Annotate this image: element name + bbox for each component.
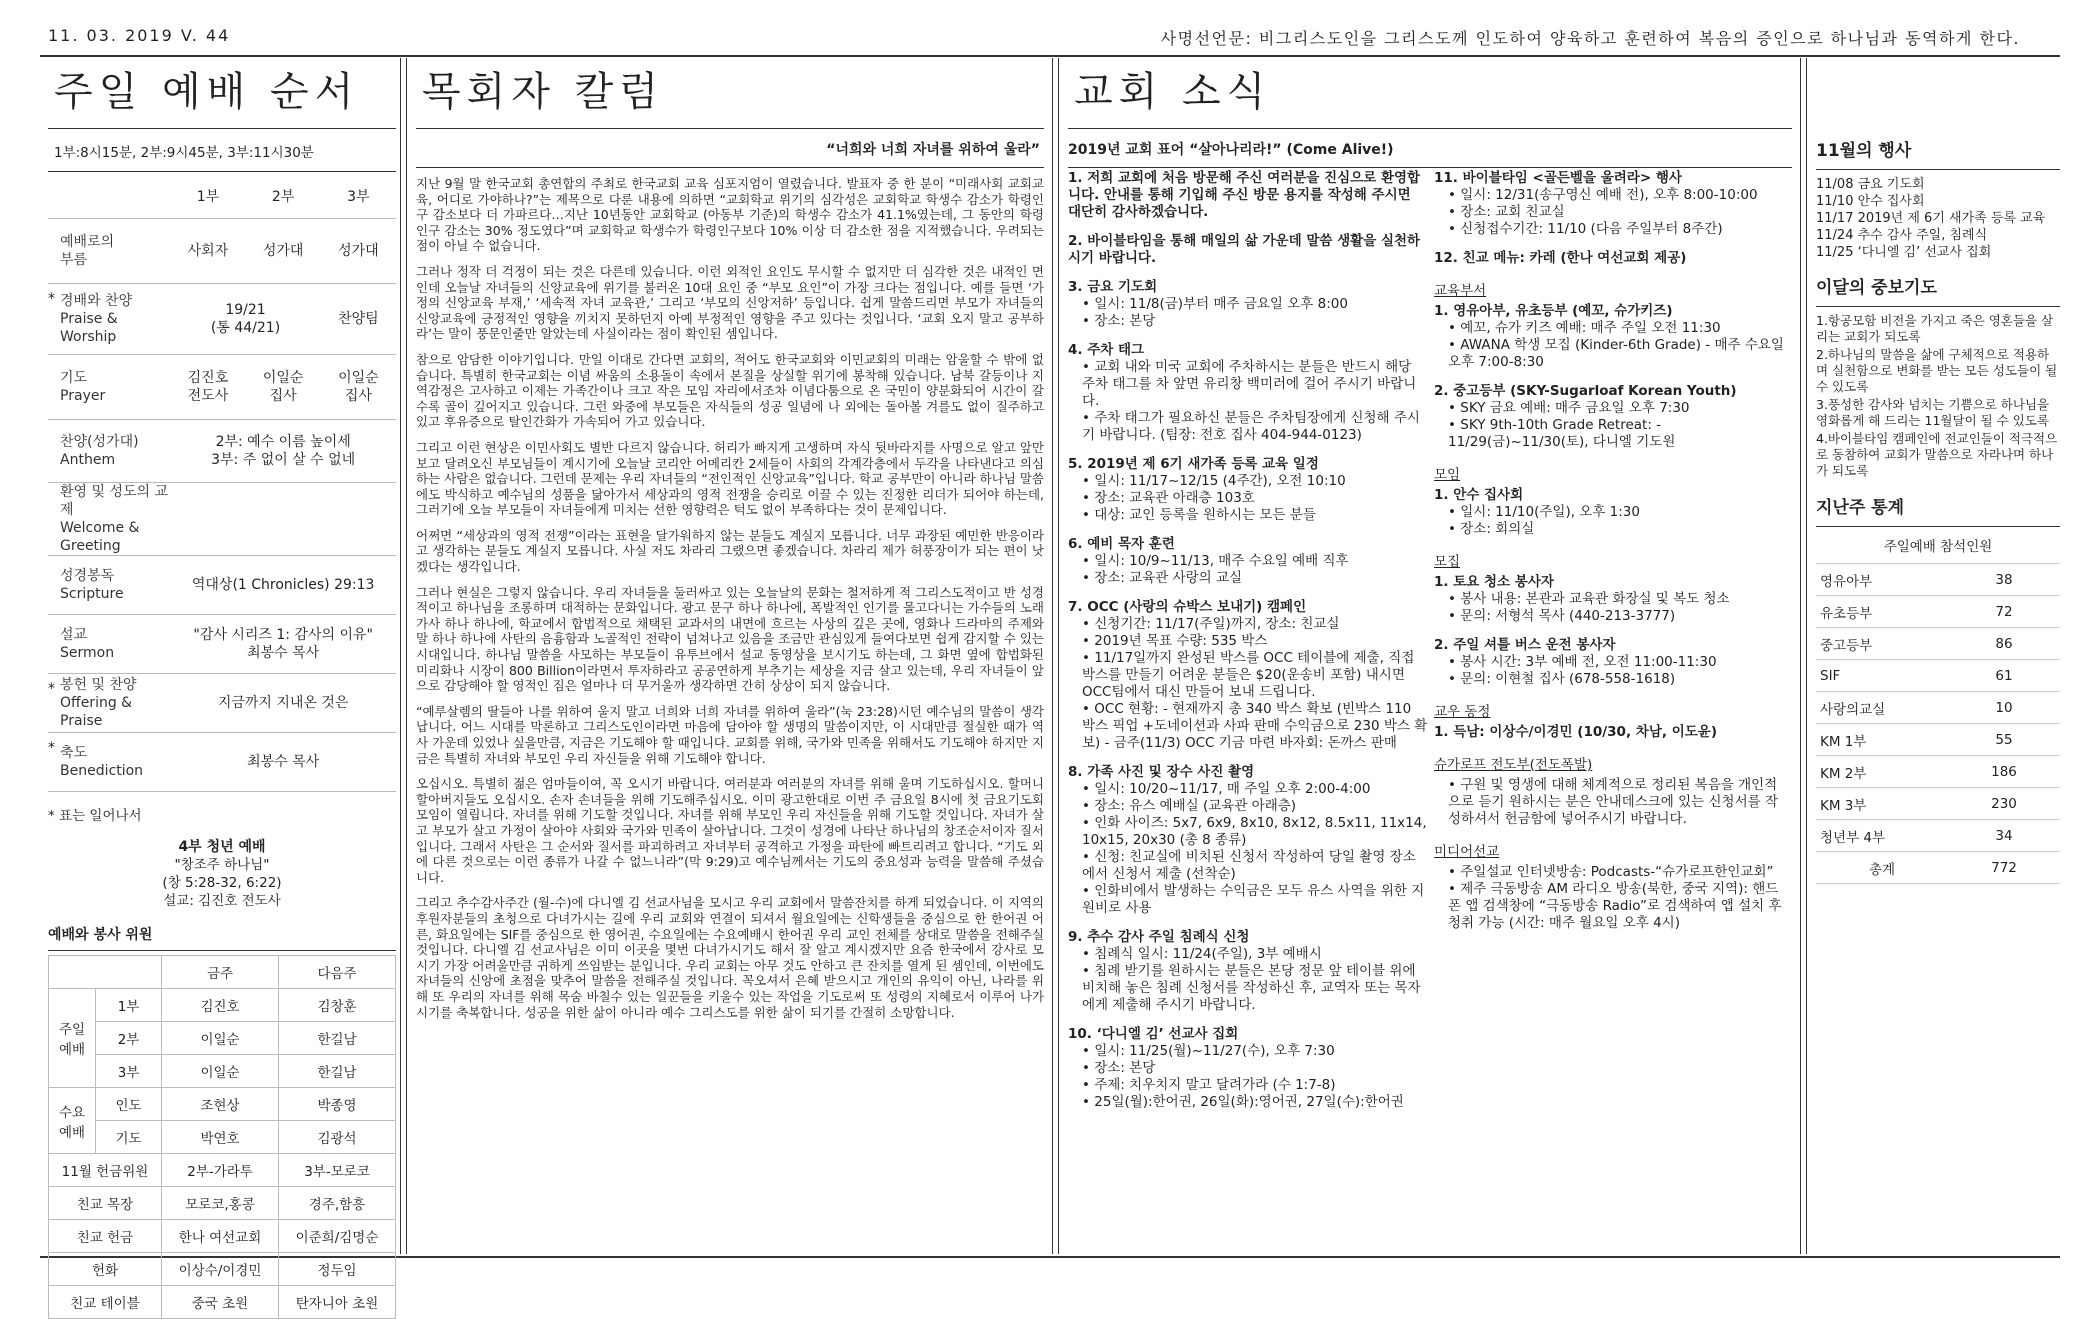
divider [406,58,407,1254]
news-item [1434,170,1790,238]
news-item [1068,279,1428,330]
column-paragraph: 어쩌면 “세상과의 영적 전쟁”이라는 표현을 달가워하지 않는 분들도 계실지 모릅니다. 너무 과장된 예민한 반응이라고 생각하는 분들도 계실지 모릅니다. 사실 저도 차라리 그랬으면 좋겠습니다. 차라리 제가 허풍장이가 되는 편이 낫겠다는 생각입니다. [416,527,1044,575]
youth-service-title: 4부 청년 예배 [178,839,266,855]
youth-service-line: (창 5:28-32, 6:22) [162,875,282,891]
top-rule [40,55,2060,57]
news-item [1434,777,1790,828]
stand-marker: * [48,291,55,307]
news-item-title: 3. 금요 기도회 [1068,279,1158,295]
column-paragraph: 오십시오. 특별히 젊은 엄마들이여, 꼭 오시기 바랍니다. 여러분과 여러분의 자녀를 위해 울며 기도하십시오. 할머니 할아버지들도 오십시오. 손자 손녀들을 위해 기도해주십시오. 이미 광고한대로 이번 주 금요일 8시에 첫 금요기도회 모임이 열립니다. 자녀를 위해 기도할 것입니다. 자녀를 위해 부모인 우리 자신들을 위해 기도할 것입니다. 자녀가 살고 부모가 살고 가정이 살아야 사회와 국가와 민족이 살아납니다. 그것이 성경에 나타난 하나님의 창조순서이자 질서입니다. 그래서 사탄은 그 순서와 질서를 파괴하려고 자녀부터 공격하고 가정을 파탄에 빠트리려고 합니다. “기도 외에 다른 것으로는 이런 종류가 나갈 수 없느니라”(막 9:29)고 예수님께서는 기도의 중요성과 능력을 말씀해 주셨습니다. [416,776,1044,885]
news-item-detail: • 장소: 본당 [1082,313,1428,330]
worship-item-detail: 지금까지 지내온 것은 [217,695,349,711]
serve-next-week: 김창훈 [279,989,396,1022]
rule [48,128,396,129]
news-item-title: 2. 주일 셔틀 버스 운전 봉사자 [1434,637,1616,653]
news-item-title: 1. 영유아부, 유초등부 (예꼬, 슈가키즈) [1434,303,1673,319]
stats-row [1816,788,2060,820]
column-paragraph: “예루살렘의 딸들아 나를 위하여 울지 말고 너희와 너희 자녀를 위하여 울라”(눅 23:28)시던 예수님의 말씀이 생각납니다. 어느 시대를 막론하고 그리스도인이라면 마음에 담아야 할 생명의 말씀이지만, 이 시대만큼 절실한 때가 역사 가운데 있었나 싶을만큼, 지금은 기도해야 할 때입니다. 교회를 위해, 국가와 민족을 위해서도 기도해야 하지만 지금은 특별히 자녀와 부모인 우리 자신들을 위해 기도해야 합니다. [416,703,1044,766]
news-item-detail: • 11/17일까지 완성된 박스를 OCC 테이블에 제출, 직접 박스를 만들기 어려운 분들은 $20(운송비 포함) 내시면 OCC팀에서 대신 만들어 보내 드립니다. [1082,650,1428,701]
stats-label: KM 1부 [1816,724,1948,756]
news-item [1068,929,1428,1014]
stats-row [1816,756,2060,788]
serve-next-week: 3부-모로코 [279,1154,396,1187]
rule [416,167,1044,168]
event-item: 11/17 2019년 제 6기 새가족 등록 교육 [1816,211,2046,226]
news-item-detail: • 장소: 본당 [1082,1060,1428,1077]
stats-value: 34 [1948,820,2060,852]
column-paragraph: 참으로 암담한 이야기입니다. 만일 이대로 간다면 교회의, 적어도 한국교회와 이민교회의 미래는 암울할 수 밖에 없습니다. 특별히 한국교회는 이념 싸움의 소용돌이 속에서 본질을 상실할 위기에 봉착해 있습니다. 남북 갈등이나 지역감정은 고사하고 이제는 가족간이나 크고 작은 모임 자리에서조차 이념다툼으로 온 국민이 양분화되어 시간이 갈수록 골이 깊어지고 있습니다. 그런 와중에 부모들은 자식들의 성공 일념에 나 외에는 돌아볼 겨를도 없이 질주하고 있고 후유증으로 탈인간화가 가속되어 가고 있습니다. [416,351,1044,430]
service-col-header: 2부 [271,189,295,205]
serve-role: 2부 [96,1022,162,1055]
news-item-detail: • SKY 금요 예배: 매주 금요일 오후 7:30 [1448,400,1790,417]
news-item-detail: • 일시: 12/31(송구영신 예배 전), 오후 8:00-10:00 [1448,187,1790,204]
news-item [1434,864,1790,932]
stand-marker: * [48,681,55,697]
news-title: 교회 소식 [1074,69,1272,115]
news-group-heading: 모임 [1434,467,1461,483]
worship-item-detail: 역대상(1 Chronicles) 29:13 [191,577,375,593]
stats-row [1816,660,2060,692]
worship-row [48,615,396,674]
serve-row [49,989,396,1022]
serve-next-week: 박종영 [279,1088,396,1121]
news-item-detail: • 주차 태그가 필요하신 분들은 주차팀장에게 신청해 주시기 바랍니다. (팀장: 전호 집사 404-944-0123) [1082,410,1428,444]
news-item-detail: • 신청: 친교실에 비치된 신청서 작성하여 당일 촬영 장소에서 신청서 제출 (선착순) [1082,849,1428,883]
stand-marker [48,556,60,615]
serve-row [49,1022,396,1055]
serve-this-week: 2부-가라투 [162,1154,279,1187]
news-item [1068,342,1428,444]
stats-value: 61 [1948,660,2060,692]
worship-item-detail: 최봉수 목사 [247,754,320,770]
news-item-detail: • OCC 현황: - 현재까지 총 340 박스 확보 (빈박스 110 박스 픽업 +도네이션과 사파 판매 수익금으로 230 박스 확보) - 금주(11/3) OCC 기금 마련 바자회: 돈까스 판매 [1082,701,1428,752]
news-item-title: 8. 가족 사진 및 장수 사진 촬영 [1068,764,1255,780]
mission-statement: 사명선언문: 비그리스도인을 그리스도께 인도하여 양육하고 훈련하여 복음의 증인으로 하나님과 동역하게 한다. [1160,29,2020,48]
news-item [1434,250,1790,267]
stats-label: 총계 [1816,852,1948,884]
news-item [1434,487,1790,538]
news-item-detail: • 2019년 목표 수량: 535 박스 [1082,633,1428,650]
events-list [1816,176,2060,261]
stats-label: KM 3부 [1816,788,1948,820]
serve-row [49,1154,396,1187]
news-item [1068,233,1428,267]
event-item: 11/24 추수 감사 주일, 침례식 [1816,228,1988,243]
worship-item-detail: 19/21 (통 44/21) [210,302,281,336]
news-group-heading: 슈가로프 전도부(전도폭발) [1434,757,1593,773]
worship-item-label: 환영 및 성도의 교제 Welcome & Greeting [60,484,169,554]
stats-row [1816,692,2060,724]
news-item [1434,383,1790,451]
news-item-detail: • 예꼬, 슈가 키즈 예배: 매주 주일 오전 11:30 [1448,320,1790,337]
news-item-detail: • 일시: 10/9~11/13, 매주 수요일 예배 직후 [1082,553,1428,570]
stats-value: 230 [1948,788,2060,820]
prayer-list [1816,313,2060,479]
rule [48,171,396,172]
serve-role: 친교 목장 [49,1187,162,1220]
serve-this-week: 중국 초원 [162,1286,279,1319]
news-item [1068,599,1428,752]
news-item-detail: • 일시: 11/17~12/15 (4주간), 오전 10:10 [1082,473,1428,490]
news-item-detail: • 문의: 서형석 목사 (440-213-3777) [1448,608,1790,625]
stats-label: KM 2부 [1816,756,1948,788]
worship-item-label: 예배로의 부름 [60,234,115,268]
news-item-detail: • 구원 및 영생에 대해 체계적으로 정리된 복음을 개인적으로 듣기 원하시는 분은 안내데스크에 있는 신청서를 작성하셔서 헌금함에 넣어주시기 바랍니다. [1448,777,1790,828]
divider [1058,58,1059,1254]
serve-this-week: 한나 여선교회 [162,1220,279,1253]
serve-this-week: 이상수/이경민 [162,1253,279,1286]
stats-subtitle: 주일예배 참석인원 [1883,539,1993,555]
news-item-detail: • 인화비에서 발생하는 수익금은 모두 유스 사역을 위한 지원비로 사용 [1082,883,1428,917]
worship-item-label: 설교 Sermon [60,627,115,661]
news-group-heading: 미디어선교 [1434,844,1500,860]
rule [1068,128,1792,129]
news-item-title: 7. OCC (사랑의 슈박스 보내기) 캠페인 [1068,599,1307,615]
serve-role: 3부 [96,1055,162,1088]
rule [1816,526,2060,527]
news-left [1068,170,1428,1123]
serve-next-week: 이준희/김명순 [279,1220,396,1253]
stats-row [1816,820,2060,852]
serve-title: 예배와 봉사 위원 [48,927,153,943]
news-item-detail: • 인화 사이즈: 5x7, 6x9, 8x10, 8x12, 8.5x11, 11x14, 10x15, 20x30 (총 8 종류) [1082,815,1428,849]
worship-item-detail: 사회자 [187,243,229,259]
news-item-detail: • SKY 9th-10th Grade Retreat: - 11/29(금)~11/30(토), 다니엘 기도원 [1448,417,1790,451]
stand-marker [48,355,60,420]
column-title: 목회자 칼럼 [422,69,664,115]
serve-this-week: 이일순 [162,1055,279,1088]
worship-title: 주일 예배 순서 [54,69,360,115]
news-item-title: 1. 득남: 이상수/이경민 (10/30, 차남, 이도윤) [1434,724,1717,740]
serve-row [49,1055,396,1088]
worship-item-label: 기도 Prayer [60,370,106,404]
serve-group: 주일 예배 [49,989,96,1088]
news-item-detail: • 침례식 일시: 11/24(주일), 3부 예배시 [1082,946,1428,963]
news-item-detail: • 교회 내와 미국 교회에 주차하시는 분들은 반드시 해당 주차 태그를 차 앞면 유리창 백미러에 걸어 주시기 바랍니다. [1082,359,1428,410]
event-item: 11/25 ‘다니엘 김’ 선교사 집회 [1816,245,1992,260]
church-theme: 2019년 교회 표어 “살아나리라!” (Come Alive!) [1068,142,1394,158]
serve-this-week: 이일순 [162,1022,279,1055]
serve-table [48,955,396,1319]
stats-title: 지난주 통계 [1816,498,1905,518]
serve-next-week: 탄자니아 초원 [279,1286,396,1319]
news-item-detail: • 장소: 유스 예배실 (교육관 아래층) [1082,798,1428,815]
worship-item-detail [170,483,396,556]
serve-next-week: 정두임 [279,1253,396,1286]
rule [1068,167,1792,168]
serve-this-week: 모로코,홍콩 [162,1187,279,1220]
worship-item-detail: 김진호 전도사 [187,370,229,404]
news-item [1068,170,1428,221]
news-item-detail: • 봉사 시간: 3부 예배 전, 오전 11:00-11:30 [1448,654,1790,671]
stats-row [1816,724,2060,756]
prayer-item: 2.하나님의 말씀을 삶에 구체적으로 적용하며 실천함으로 변화를 받는 모든 성도들이 될 수 있도록 [1816,347,2058,394]
worship-row [48,483,396,556]
serve-next-week: 경주,함흥 [279,1187,396,1220]
news-item-title: 4. 주차 태그 [1068,342,1145,358]
divider [400,58,401,1254]
serve-col-header: 금주 [162,956,279,989]
worship-order-table [48,176,396,792]
stats-value: 72 [1948,596,2060,628]
worship-item-detail: 이일순 집사 [262,370,304,404]
column-paragraph: 그리고 추수감사주간 (월-수)에 다니엘 김 선교사님을 모시고 우리 교회에서 말씀잔치를 하게 되었습니다. 이 지역의 후원자분들의 초청으로 다녀가시는 길에 우리 교회와 연결이 되셔서 월요일에는 신학생들을 중심으로 한 한어권 어른, 화요일에는 SIF를 중심으로 한 영어권, 수요일에는 수요예배시 한어권 우리 교인 전체를 상대로 말씀을 전해주실 것입니다. 다니엘 김 선교사님은 이미 이곳을 몇번 다녀가시기도 해서 잘 알고 계시겠지만 요즘 한국에서 강사로 모시기 가장 어려울만큼 귀하게 쓰임받는 분입니다. 우리 교회는 아무 것도 안하고 큰 잔치를 열게 된 셈인데, 이번에도 자녀들의 신앙에 초점을 맞추어 말씀을 전해주실 것입니다. 꼭오셔서 은혜 받으시고 개인의 유익이 아닌, 나라를 위해 또 우리의 자녀를 위해 목숨 바칠수 있는 일꾼들을 키울수 있는 작업을 기도로써 또 성령의 지혜로서 이루어 나가시기를 축복합니다. 성공을 위한 삶이 아니라 예수 그리스도를 위한 삶이 되기를 간절히 소망합니다. [416,895,1044,1020]
news-item-detail: • AWANA 학생 모집 (Kinder-6th Grade) - 매주 수요일 오후 7:00-8:30 [1448,337,1790,371]
column-paragraph: 그리고 이런 현상은 이민사회도 별반 다르지 않습니다. 허리가 빠지게 고생하며 자식 뒷바라지를 사명으로 알고 앞만 보고 달려오신 부모님들이 계시기에 오늘날 코리안 어메리칸 2세들이 사회의 각계각층에서 두각을 나타낸다고 의심하는 사람은 없습니다. 그런데 문제는 우리 자녀들의 “전인적인 신앙교육”입니다. 학교 공부만이 아니라 하나님 말씀에도 박식하고 예수님의 성품을 닮아가서 세상과의 영적 전쟁을 승리로 이끌 수 있는 진정한 리더가 되어야 하는데, 그러기에 오늘 부모들이 자녀들에게 미치는 선한 영향력은 턱도 없이 부족하다는 것이 문제입니다. [416,439,1045,518]
news-item-detail: • 일시: 11/8(금)부터 매주 금요일 오후 8:00 [1082,296,1428,313]
stats-label: 유초등부 [1816,596,1948,628]
news-item-detail: • 25일(월):한어권, 26일(화):영어권, 27일(수):한어권 [1082,1094,1428,1111]
column-paragraph: 그러나 현실은 그렇지 않습니다. 우리 자녀들을 둘러싸고 있는 오늘날의 문화는 철저하게 적 그리스도적이고 반 성경적이고 하나님을 조롱하며 대적하는 문화입니다. 광고 문구 하나 하나에, 폭발적인 인기를 몰고다니는 가수들의 노래 가사 하나 하나에, 학교에서 합법적으로 채택된 교과서의 내면에 흐르는 사상의 깊은 곳에, 영화나 드라마의 주제와 말 하나 하나에 사탄의 음흉함과 노골적인 전략이 넘쳐나고 있음을 조금만 관심있게 들여다보면 쉽게 감지할 수 있는 시대입니다. 하나님 말씀을 사모하는 부모들이 유투브에서 설교 동영상을 보시기도 하는데, 그 화면 옆에 합법화된 미리화나 시장이 800 Billion이라면서 투자하라고 공공연하게 부추기는 세상을 지금 살고 있는데, 우리 자녀들이 앞으로 감당해야 할 영적인 짐은 얼마나 더 무거울까 생각하면 간히 상상이 되지 않습니다. [416,584,1044,694]
worship-row [48,219,396,284]
news-item-detail: • 장소: 교육관 아래층 103호 [1082,490,1428,507]
column-paragraph: 지난 9월 말 한국교회 총연합의 주최로 한국교회 교육 심포지엄이 열렸습니다. 발표자 중 한 분이 “미래사회 교회교육, 어디로 가야하나?”는 제목으로 다룬 내용에 의하면 “교회학교 위기의 심각성은 교회학교 학생수 감소가 학령인구 감소보다 더 가파르다…지난 10년동안 교회학교 (아동부 기준)의 학생수 감소가 41.1%였는데, 그 동안의 학령인구 감소는 30% 정도였다”며 교회학교 학생수가 학령인구보다 10% 이상 더 감소한 점을 지적했습니다. 우려되는 점이 아닐 수 없습니다. [416,176,1044,254]
stats-value: 55 [1948,724,2060,756]
news-item-detail: • 일시: 11/25(월)~11/27(수), 오후 7:30 [1082,1043,1428,1060]
worship-item-label: 경배와 찬양 Praise & Worship [60,293,133,345]
stand-marker [48,483,60,556]
worship-row [48,284,396,355]
stats-label: 청년부 4부 [1816,820,1948,852]
news-item-detail: • 일시: 11/10(주일), 오후 1:30 [1448,504,1790,521]
news-item-title: 6. 예비 목자 훈련 [1068,536,1175,552]
serve-role: 친교 테이블 [49,1286,162,1319]
stats-value: 38 [1948,564,2060,596]
divider [1806,58,1807,1254]
pastor-column [416,62,1044,1030]
worship-item-detail: 2부: 예수 이름 높이세 3부: 주 없이 살 수 없네 [211,434,356,468]
news-item-detail: • 침례 받기를 원하시는 분들은 본당 정문 앞 테이블 위에 비치해 놓은 침례 신청서를 작성하신 후, 교역자 또는 목자에게 제출해 주시기 바랍니다. [1082,963,1428,1014]
news-item-detail: • 주일설교 인터넷방송: Podcasts-“슈가로프한인교회” [1448,864,1790,881]
news-item-title: 11. 바이블타임 <골든벨을 울려라> 행사 [1434,170,1682,186]
news-item [1434,637,1790,688]
stats-row [1816,596,2060,628]
column-subtitle: “너희와 너희 자녀를 위하여 울라” [826,142,1040,158]
news-item-title: 10. ‘다니엘 김’ 선교사 집회 [1068,1026,1239,1042]
serve-role: 인도 [96,1088,162,1121]
serve-this-week: 박연호 [162,1121,279,1154]
news-item [1068,1026,1428,1111]
news-item [1068,536,1428,587]
news-item-detail: • 일시: 10/20~11/17, 매 주일 오후 2:00-4:00 [1082,781,1428,798]
stand-marker [48,420,60,483]
news-item-title: 1. 안수 집사회 [1434,487,1524,503]
worship-row [48,556,396,615]
worship-item-label: 축도 Benediction [60,745,144,779]
worship-row [48,420,396,483]
serve-role: 친교 헌금 [49,1220,162,1253]
worship-row [48,355,396,420]
serve-row [49,1220,396,1253]
rule [1816,306,2060,307]
worship-item-detail: "감사 시리즈 1: 감사의 이유" 최봉수 목사 [193,627,373,661]
service-col-header: 1부 [196,189,220,205]
stats-value: 772 [1948,852,2060,884]
worship-item-label: 봉헌 및 찬양 Offering & Praise [60,677,137,729]
stand-marker [48,615,60,674]
news-item-detail: • 장소: 회의실 [1448,521,1790,538]
news-column [1068,62,1792,1110]
news-group-heading: 교우 동정 [1434,704,1491,720]
prayer-item: 1.항공모함 비전을 가지고 죽은 영혼들을 살리는 교회가 되도록 [1816,313,2054,344]
stats-label: 사랑의교실 [1816,692,1948,724]
news-item-detail: • 봉사 내용: 본관과 교육관 화장실 및 복도 청소 [1448,591,1790,608]
news-item-title: 12. 친교 메뉴: 카레 (한나 여선교회 제공) [1434,250,1687,266]
news-item-detail: • 주제: 치우치지 말고 달려가라 (수 1:7-8) [1082,1077,1428,1094]
news-group-heading: 모집 [1434,554,1461,570]
news-item-title: 1. 저희 교회에 처음 방문해 주신 여러분을 진심으로 환영합니다. 안내를 통해 기입해 주신 방문 용지를 작성해 주시면 대단히 감사하겠습니다. [1068,170,1421,220]
serve-group: 수요 예배 [49,1088,96,1154]
news-item-detail: • 신청접수기간: 11/10 (다음 주일부터 8주간) [1448,221,1790,238]
serve-col-header: 다음주 [279,956,396,989]
youth-service-details [48,856,396,910]
news-item-title: 9. 추수 감사 주일 침례식 신청 [1068,929,1250,945]
serve-row [49,1088,396,1121]
prayer-item: 4.바이블타임 캠페인에 전교인들이 적극적으로 동참하여 교회가 말씀으로 자라나며 하나가 되도록 [1816,431,2058,478]
worship-row [48,733,396,792]
serve-next-week: 한길남 [279,1055,396,1088]
stats-label: 중고등부 [1816,628,1948,660]
serve-role: 1부 [96,989,162,1022]
youth-service-line: "창조주 하나님" [174,857,270,873]
worship-item-detail: 성가대 [338,243,379,259]
worship-item-detail: 이일순 집사 [338,370,379,404]
worship-row [48,674,396,733]
news-item [1434,303,1790,371]
worship-column [48,62,396,1319]
youth-service-line: 설교: 김진호 전도사 [163,893,281,909]
serve-row [49,1286,396,1319]
news-item-detail: • 장소: 교육관 사랑의 교실 [1082,570,1428,587]
news-item-title: 2. 바이블타임을 통해 매일의 삶 가운데 말씀 생활을 실천하시기 바랍니다. [1068,233,1421,266]
event-item: 11/08 금요 기도회 [1816,177,1925,192]
worship-item-label: 찬양(성가대) Anthem [60,434,139,468]
serve-row [49,1253,396,1286]
news-item-title: 5. 2019년 제 6기 새가족 등록 교육 일정 [1068,456,1319,472]
service-col-header: 3부 [347,189,370,205]
divider [1052,58,1053,1254]
serve-role: 11월 헌금위원 [49,1154,162,1187]
news-item-detail: • 대상: 교인 등록을 원하시는 모든 분들 [1082,507,1428,524]
serve-next-week: 한길남 [279,1022,396,1055]
column-body [416,176,1044,1020]
worship-item-detail: 성가대 [262,243,304,259]
events-title: 11월의 행사 [1816,141,1912,161]
worship-item-label: 성경봉독 Scripture [60,568,124,602]
news-item [1068,456,1428,524]
serve-this-week: 조현상 [162,1088,279,1121]
serve-role: 헌화 [49,1253,162,1286]
serve-next-week: 김광석 [279,1121,396,1154]
serve-row [49,1187,396,1220]
stats-value: 186 [1948,756,2060,788]
divider [1800,58,1801,1254]
news-item-detail: • 장소: 교회 친교실 [1448,204,1790,221]
stats-row [1816,628,2060,660]
serve-row [49,1121,396,1154]
news-item-title: 2. 중고등부 (SKY-Sugarloaf Korean Youth) [1434,383,1737,399]
stats-row [1816,564,2060,596]
event-item: 11/10 안수 집사회 [1816,194,1925,209]
stats-value: 10 [1948,692,2060,724]
rule [416,128,1044,129]
prayer-title: 이달의 중보기도 [1816,278,1937,298]
stats-label: SIF [1816,660,1948,692]
news-item-detail: • 문의: 이현철 집사 (678-558-1618) [1448,671,1790,688]
stats-value: 86 [1948,628,2060,660]
news-item [1434,724,1790,741]
stand-note: * 표는 일어나서 [48,808,142,824]
prayer-item: 3.풍성한 감사와 넘치는 기쁨으로 하나님을 영화롭게 해 드리는 11월달이 될 수 있도록 [1816,397,2050,428]
events-column [1816,62,2060,884]
news-item-detail: • 제주 극동방송 AM 라디오 방송(북한, 중국 지역): 핸드폰 앱 검색창에 “극동방송 Radio”로 검색하여 앱 설치 후 청취 가능 (시간: 매주 월요일 오후 4시) [1448,881,1790,932]
stats-table [1816,563,2060,884]
serve-this-week: 김진호 [162,989,279,1022]
worship-item-detail: 찬양팀 [338,311,379,327]
issue-info: 11. 03. 2019 V. 44 [48,26,231,45]
news-item-detail: • 신청기간: 11/17(주일)까지, 장소: 친교실 [1082,616,1428,633]
news-group-heading: 교육부서 [1434,283,1487,299]
news-item-title: 1. 토요 청소 봉사자 [1434,574,1554,590]
rule [1816,169,2060,170]
stats-label: 영유아부 [1816,564,1948,596]
top-bar [40,26,2060,48]
rule [48,950,396,951]
news-item [1068,764,1428,917]
stand-marker: * [48,740,55,756]
serve-role: 기도 [96,1121,162,1154]
service-times: 1부:8시15분, 2부:9시45분, 3부:11시30분 [54,145,314,161]
news-right [1434,170,1790,944]
news-item [1434,574,1790,625]
stand-marker [48,219,60,284]
column-paragraph: 그러나 정작 더 걱정이 되는 것은 다른데 있습니다. 이런 외적인 요인도 무시할 수 없지만 더 심각한 것은 내적인 면인데 오늘날 자녀들의 신앙교육에 위기를 불러온 10대 요인 중 “부모 요인”이 가장 크다는 점입니다. 예를 들면 ‘가정의 신앙교육 부재,’ ‘세속적 자녀 교육관,’ 그리고 ‘부모의 신앙저하’ 등입니다. 쉽게 말씀드리면 부모가 자녀들의 신앙교육에 긍정적인 영향을 끼치지 못하던지 아예 부정적인 영향을 주고 있다는 것입니다. ‘교회 오지 말고 공부하라’는 말이 풍문인줄만 알았는데 사실이라는 점이 확인된 셈입니다. [416,263,1044,342]
stats-row [1816,852,2060,884]
